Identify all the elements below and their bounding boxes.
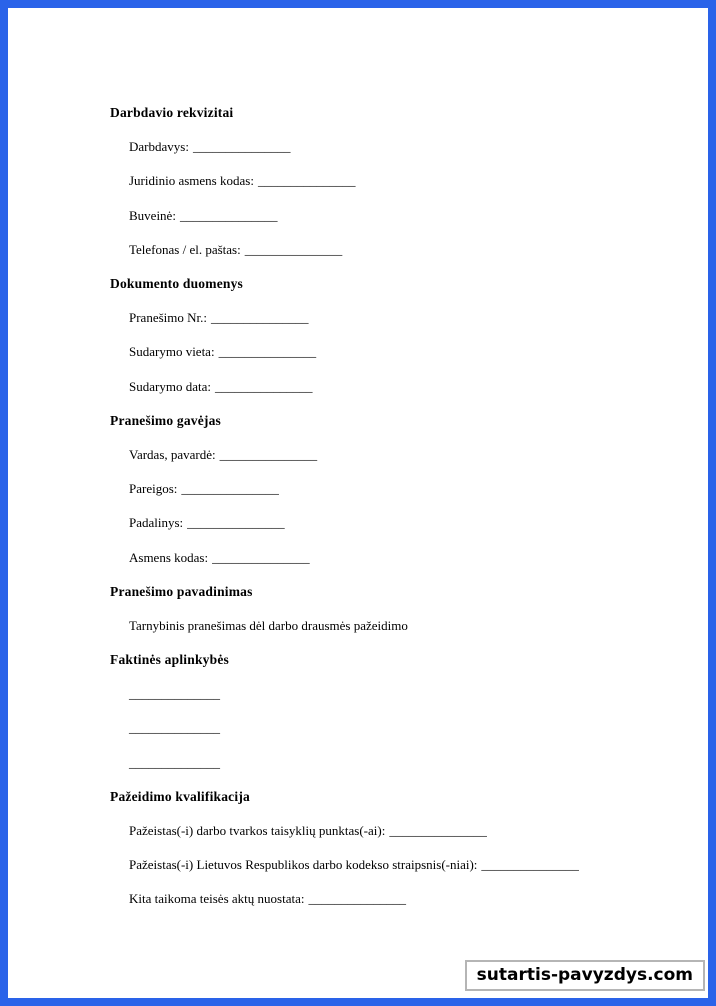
field-blank-line: _______________: [308, 891, 406, 907]
form-field-sudarymo-vieta: [110, 335, 688, 369]
field-label: Darbdavys:: [129, 139, 189, 155]
section-heading-faktines-aplinkybes: Faktinės aplinkybės: [110, 652, 229, 668]
form-field-telefonas-el-pastas: [110, 233, 688, 267]
section-heading-pazeidimo-kvalifikacija: Pažeidimo kvalifikacija: [110, 788, 250, 804]
section-heading-dokumento-duomenys: Dokumento duomenys: [110, 276, 243, 292]
field-blank-line: ______________: [129, 754, 220, 770]
form-field-pranesimo-nr: [110, 301, 688, 335]
field-label: Pareigos:: [129, 481, 178, 497]
field-blank-line: _______________: [211, 310, 309, 326]
form-field-juridinio-asmens-kodas: [110, 164, 688, 198]
field-blank-line: _______________: [244, 241, 343, 257]
form-field-pareigos: [110, 472, 688, 506]
field-blank-line: _______________: [192, 139, 291, 155]
field-label: Pažeistas(-i) darbo tvarkos taisyklių punktas(-ai):: [129, 823, 386, 839]
field-blank-line: _______________: [389, 823, 487, 839]
field-blank-line: _______________: [214, 378, 313, 394]
document-page: [8, 8, 708, 998]
field-blank-line: _______________: [181, 481, 279, 497]
form-field-darbdavys: [110, 130, 688, 164]
field-blank-line: _______________: [212, 549, 310, 565]
field-label: Buveinė:: [129, 207, 176, 223]
field-blank-line: _______________: [218, 344, 317, 360]
field-label: Padalinys:: [129, 515, 184, 531]
blank-writing-line: [110, 746, 688, 780]
field-label: Asmens kodas:: [129, 549, 209, 565]
field-blank-line: _______________: [187, 515, 285, 531]
watermark-label: sutartis-pavyzdys.com: [476, 964, 693, 985]
form-field-pazeistas-straipsnis: [110, 848, 688, 882]
document-title-text: [110, 609, 688, 643]
field-label: Telefonas / el. paštas:: [129, 241, 241, 257]
field-blank-line: _______________: [481, 857, 579, 873]
field-label: Pranešimo Nr.:: [129, 310, 207, 326]
field-blank-line: _______________: [257, 173, 356, 189]
field-label: Juridinio asmens kodas:: [129, 173, 254, 189]
blank-writing-line: [110, 677, 688, 711]
section-heading-pranesimo-pavadinimas: Pranešimo pavadinimas: [110, 583, 253, 599]
form-field-asmens-kodas: [110, 540, 688, 574]
field-label: Sudarymo vieta:: [129, 344, 215, 360]
field-blank-line: ______________: [129, 686, 220, 702]
section-heading-darbdavio-rekvizitai: Darbdavio rekvizitai: [110, 105, 234, 121]
field-blank-line: ______________: [129, 720, 220, 736]
document-body: [8, 96, 708, 917]
form-field-sudarymo-data: [110, 370, 688, 404]
field-blank-line: _______________: [179, 207, 278, 223]
form-field-padalinys: [110, 506, 688, 540]
form-field-vardas-pavarde: [110, 438, 688, 472]
form-field-kita-nuostata: [110, 882, 688, 916]
field-label: Tarnybinis pranešimas dėl darbo drausmės pažeidimo: [129, 617, 408, 633]
field-label: Pažeistas(-i) Lietuvos Respublikos darbo kodekso straipsnis(-niai):: [129, 857, 478, 873]
field-blank-line: _______________: [219, 446, 318, 462]
field-label: Kita taikoma teisės aktų nuostata:: [129, 891, 305, 907]
form-field-buveine: [110, 199, 688, 233]
form-field-pazeistas-punktas: [110, 814, 688, 848]
field-label: Vardas, pavardė:: [129, 446, 216, 462]
section-heading-pranesimo-gavejas: Pranešimo gavėjas: [110, 412, 222, 428]
blank-writing-line: [110, 711, 688, 745]
field-label: Sudarymo data:: [129, 378, 211, 394]
watermark-badge: [465, 960, 705, 991]
